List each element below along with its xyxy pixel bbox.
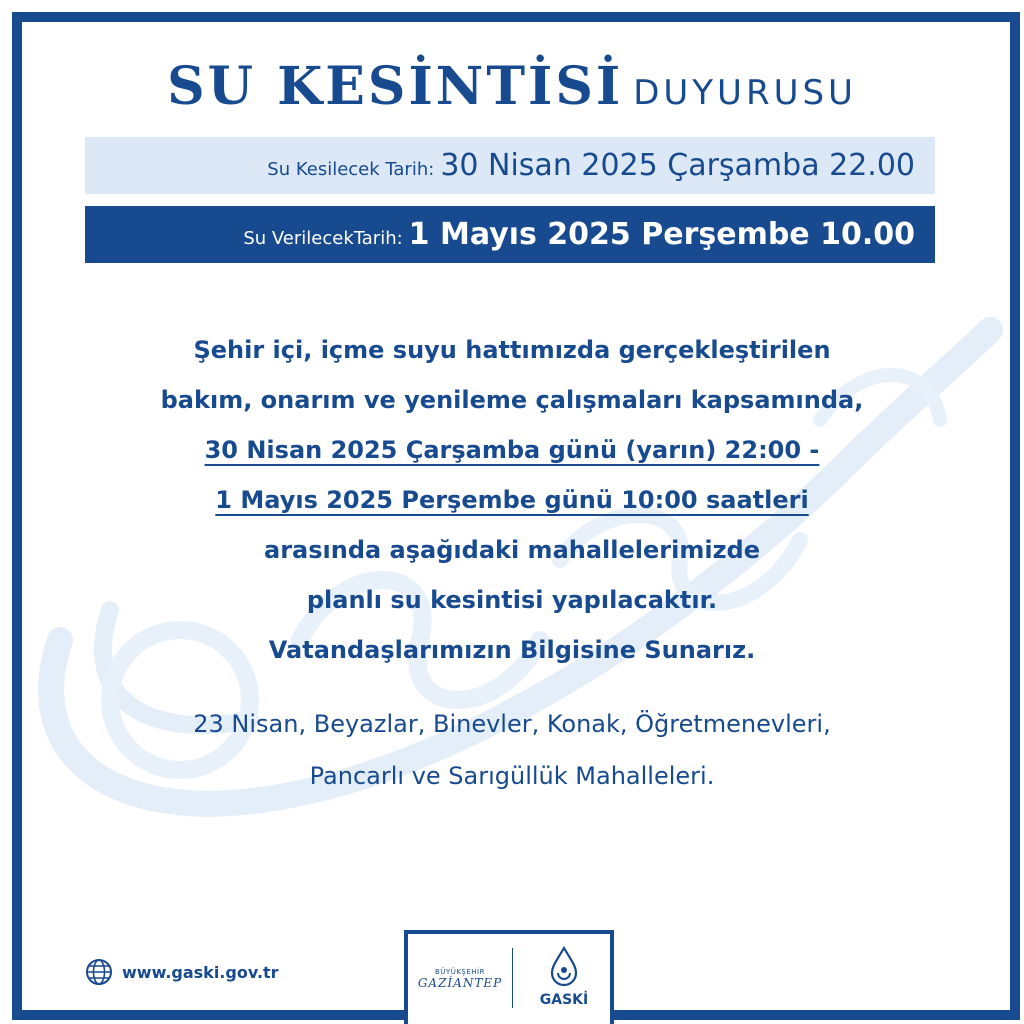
body-line: Şehir içi, içme suyu hattımızda gerçekleştirilen xyxy=(193,336,831,364)
cut-date-bar xyxy=(85,137,935,194)
title-main: SU KESİNTİSİ xyxy=(167,56,624,117)
body-line: planlı su kesintisi yapılacaktır. xyxy=(306,586,718,614)
gaski-logo xyxy=(526,946,602,1008)
neighborhood-line: Pancarlı ve Sarıgüllük Mahalleleri. xyxy=(309,762,715,790)
body-date-range-end: 1 Mayıs 2025 Perşembe günü 10:00 saatleri xyxy=(215,486,809,514)
gaski-logo-name: GASKİ xyxy=(539,992,589,1008)
body-line: bakım, onarım ve yenileme çalışmaları kapsamında, xyxy=(160,386,864,414)
website-text: www.gaski.gov.tr xyxy=(122,962,279,982)
announcement-body xyxy=(40,325,984,625)
notice-text: Vatandaşlarımızın Bilgisine Sunarız. xyxy=(268,636,756,664)
gaziantep-logo-name: GAZİANTEP xyxy=(417,976,503,990)
water-drop-icon xyxy=(547,946,581,986)
announcement-title xyxy=(0,56,1024,117)
restore-date-label: Su VerilecekTarih: xyxy=(243,228,403,249)
logo-box xyxy=(404,930,614,1024)
neighborhood-line: 23 Nisan, Beyazlar, Binevler, Konak, Öğretmenevleri, xyxy=(193,710,831,738)
title-sub: DUYURUSU xyxy=(633,73,857,113)
restore-date-value: 1 Mayıs 2025 Perşembe 10.00 xyxy=(408,217,915,252)
cut-date-value: 30 Nisan 2025 Çarşamba 22.00 xyxy=(440,148,915,183)
gaziantep-logo-top: BÜYÜKŞEHİR xyxy=(435,968,485,976)
cut-date-label: Su Kesilecek Tarih: xyxy=(267,159,435,180)
gaziantep-logo xyxy=(414,968,506,990)
logo-divider xyxy=(512,948,513,1008)
website-link[interactable] xyxy=(84,957,279,987)
body-line: arasında aşağıdaki mahallelerimizde xyxy=(264,536,760,564)
restore-date-bar xyxy=(85,206,935,263)
neighborhood-list xyxy=(40,698,984,802)
globe-icon xyxy=(84,957,114,987)
body-date-range-start: 30 Nisan 2025 Çarşamba günü (yarın) 22:00 - xyxy=(204,436,820,464)
